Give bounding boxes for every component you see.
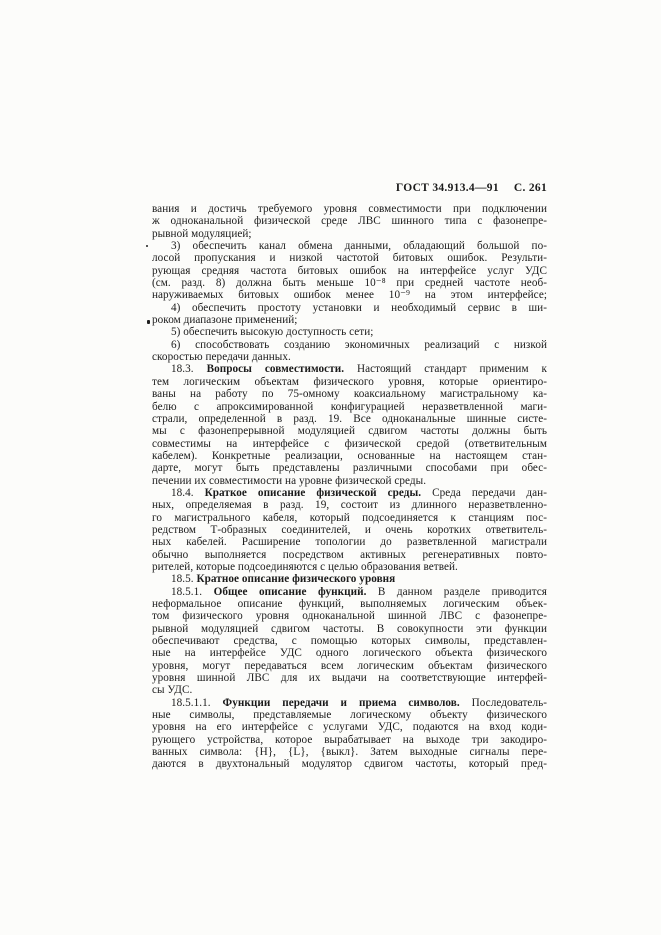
text-run: 18.5.	[171, 573, 197, 586]
text-run: редством Т-образных соединителей, и очень коротких ответвитель-	[152, 523, 547, 536]
text-line	[152, 549, 547, 561]
text-line	[152, 586, 547, 598]
text-run: ные на интерфейсе УДС одного логического объекта физического	[152, 647, 547, 660]
text-run: 6) способствовать созданию экономичных реализаций с низкой	[171, 338, 547, 351]
text-run: рывной модуляцией;	[152, 227, 252, 240]
text-line	[152, 215, 547, 227]
text-run: страли, определенной в разд. 19. Все одноканальные шинные систе-	[152, 412, 547, 425]
text-line	[152, 647, 547, 659]
text-line	[152, 499, 547, 511]
text-run: уровня шинной ЛВС для их выдачи на соответствующие интерфей-	[152, 672, 547, 685]
text-column	[152, 182, 547, 771]
text-run: совместимы на интерфейсе с физической средой (ответвительным	[152, 437, 547, 450]
text-line	[152, 660, 547, 672]
text-run: рителей, которые подсоединяются с целью образования ветвей.	[152, 560, 458, 573]
text-line	[152, 240, 547, 252]
text-run: дарте, могут быть представлены различными способами при обес-	[152, 462, 547, 475]
text-line	[152, 314, 547, 326]
text-line	[152, 475, 547, 487]
standard-code: ГОСТ 34.913.4—91	[395, 182, 499, 194]
text-run: 18.5.1.1.	[171, 696, 223, 709]
text-run: Настоящий стандарт применим к	[344, 363, 547, 376]
text-line	[152, 512, 547, 524]
text-line	[152, 339, 547, 351]
text-run: наруживаемых битовых ошибок менее 10⁻⁹ на этом интерфейсе;	[152, 289, 547, 302]
text-run: тем логическим объектам физического уровня, которые ориентиро-	[152, 375, 547, 388]
text-line	[152, 709, 547, 721]
text-run-bold: Функции передачи и приема символов.	[222, 696, 460, 709]
text-run: уровня на его интерфейсе с услугами УДС, подаются на вход коди-	[152, 721, 547, 734]
text-line	[152, 302, 547, 314]
text-run: Среда передачи дан-	[421, 486, 547, 499]
text-line	[152, 326, 547, 338]
text-run: ж одноканальной физической среде ЛВС шинного типа с фазонепре-	[152, 215, 547, 228]
text-run: рующая средняя частота битовых ошибок на интерфейсе услуг УДС	[152, 264, 547, 277]
running-header	[152, 182, 547, 194]
text-run: Последователь-	[459, 696, 548, 709]
text-line	[152, 228, 547, 240]
text-run: ных кабелей. Расширение топологии до разветвленной магистрали	[152, 536, 547, 549]
text-line	[152, 289, 547, 301]
text-run-bold: Кратное описание физического уровня	[196, 573, 396, 586]
text-line	[152, 721, 547, 733]
text-line	[152, 524, 547, 536]
text-line	[152, 203, 547, 215]
text-line	[152, 425, 547, 437]
text-line	[152, 697, 547, 709]
text-run: рующего устройства, которое вырабатывает на выходе три закодиро-	[152, 733, 547, 746]
text-run: ванных символа: {H}, {L}, {выкл}. Затем выходные сигналы пере-	[152, 746, 547, 759]
text-line	[152, 746, 547, 758]
text-line	[152, 487, 547, 499]
text-line	[152, 758, 547, 770]
page-number: С. 261	[513, 182, 547, 194]
text-run: печении их совместимости на уровне физической среды.	[152, 474, 427, 487]
text-run: сы УДС.	[152, 684, 193, 697]
text-line	[152, 351, 547, 363]
text-line	[152, 734, 547, 746]
text-line	[152, 561, 547, 573]
text-run: В данном разделе приводится	[366, 585, 547, 598]
text-line	[152, 623, 547, 635]
text-run: том физического уровня одноканальной шинной ЛВС с фазонепре-	[152, 610, 547, 623]
text-run: обычно выполняется посредством активных регенеративных повто-	[152, 548, 547, 561]
text-run: ных, определяемая в разд. 19, состоит из длинного неразветвленно-	[152, 499, 547, 512]
text-run: 5) обеспечить высокую доступность сети;	[171, 326, 374, 339]
text-line	[152, 462, 547, 474]
text-run: неформальное описание функций, выполняемых логическим объек-	[152, 598, 547, 610]
scan-speckle	[147, 320, 150, 324]
text-run: белю с апроксимированной конфигурацией неразветвленной маги-	[152, 400, 547, 413]
text-run: кабелем). Конкретные реализации, основанные на настоящем стан-	[152, 449, 547, 462]
text-line	[152, 610, 547, 622]
text-run: роком диапазоне применений;	[152, 314, 298, 327]
text-run: ваны на работу по 75-омному коаксиальному магистральному ка-	[152, 388, 547, 401]
scan-speckle	[146, 245, 148, 247]
text-run: лосой пропускания и низкой частотой битовых ошибок. Результи-	[152, 252, 547, 265]
text-line	[152, 635, 547, 647]
text-line	[152, 376, 547, 388]
text-run: 18.5.1.	[171, 585, 214, 598]
text-line	[152, 598, 547, 610]
text-run-bold: Краткое описание физической среды.	[204, 486, 422, 499]
text-run: вания и достичь требуемого уровня совместимости при подключении	[152, 203, 547, 215]
text-run-bold: Вопросы совместимости.	[206, 363, 345, 376]
text-run: 4) обеспечить простоту установки и необходимый сервис в ши-	[171, 301, 547, 314]
text-run: ные символы, представляемые логическому объекту физического	[152, 709, 547, 722]
text-line	[152, 438, 547, 450]
text-line	[152, 672, 547, 684]
text-run: скоростью передачи данных.	[152, 351, 291, 364]
text-line	[152, 277, 547, 289]
text-line	[152, 573, 547, 585]
text-run: го магистрального кабеля, который подсоединяется к станциям пос-	[152, 511, 547, 524]
text-line	[152, 252, 547, 264]
text-run: уровня, могут передаваться всем логическим объектам физического	[152, 659, 547, 672]
text-run: обеспечивают средства, с помощью которых символы, представлен-	[152, 635, 547, 648]
text-line	[152, 536, 547, 548]
text-run: 18.4.	[171, 486, 205, 499]
text-run: 18.3.	[171, 363, 207, 376]
text-line	[152, 684, 547, 696]
text-line	[152, 401, 547, 413]
text-line	[152, 265, 547, 277]
text-run: (см. разд. 8) должна быть меньше 10⁻⁸ при средней частоте необ-	[152, 277, 547, 290]
text-run: рывной модуляцией сдвигом частоты. В совокупности эти функции	[152, 622, 547, 635]
text-line	[152, 388, 547, 400]
text-run-bold: Общее описание функций.	[213, 585, 367, 598]
body-text	[152, 203, 547, 771]
text-run: мы с фазонепрерывной модуляцией сдвигом частоты должны быть	[152, 425, 547, 438]
text-run: 3) обеспечить канал обмена данными, обладающий большой по-	[171, 240, 547, 253]
text-run: даются в двухтональный модулятор сдвигом частоты, который пред-	[152, 758, 547, 771]
text-line	[152, 413, 547, 425]
text-line	[152, 450, 547, 462]
text-line	[152, 363, 547, 375]
